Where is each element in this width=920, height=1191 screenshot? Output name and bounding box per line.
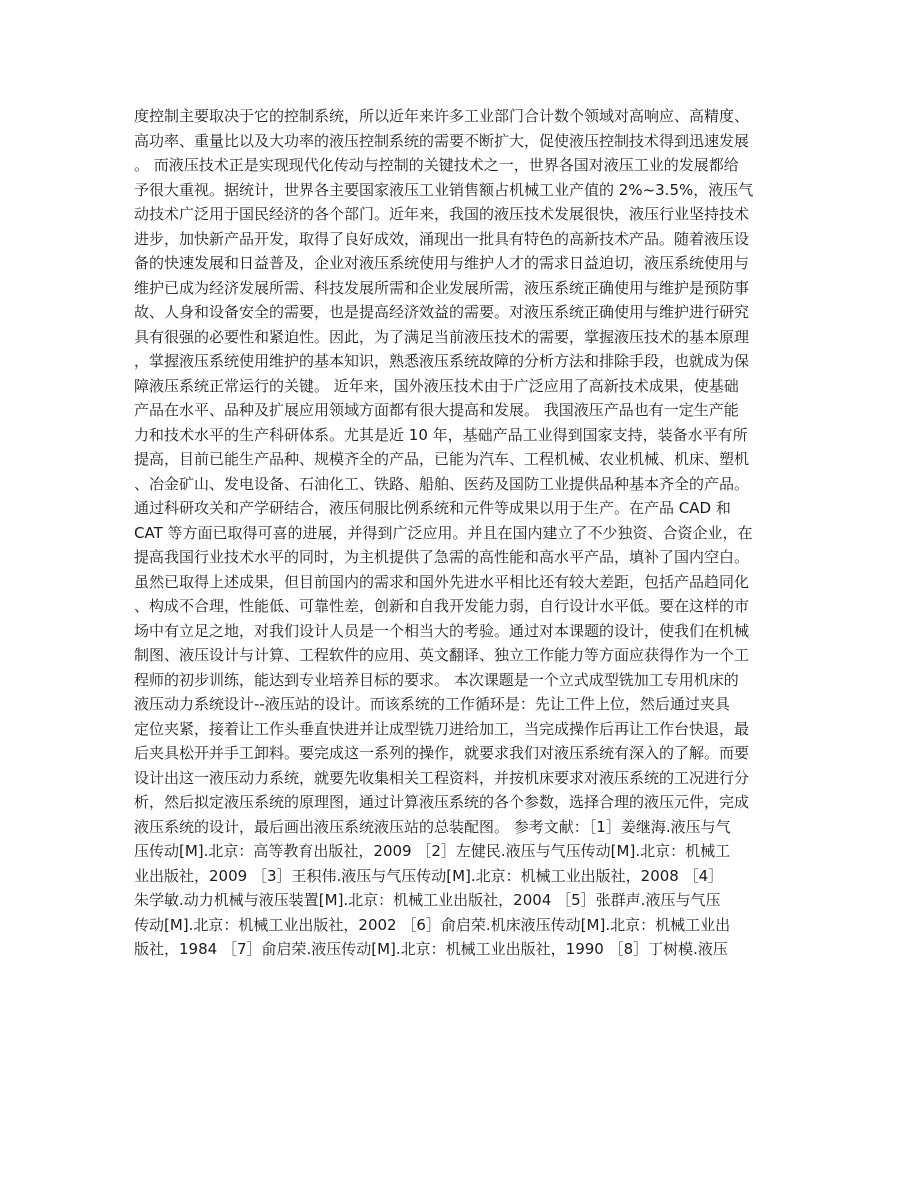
text-line: 业出版社，2009 ［3］王积伟.液压与气压传动[M].北京：机械工业出版社，2008 ［4］ [134,866,724,885]
text-line: 压传动[M].北京：高等教育出版社，2009 ［2］左健民.液压与气压传动[M].北京：机械工 [134,842,731,860]
text-line: 高功率、重量比以及大功率的液压控制系统的需要不断扩大，促使液压控制技术得到迅速发展 [134,131,750,150]
text-line: 析，然后拟定液压系统的原理图，通过计算液压系统的各个参数，选择合理的液压元件，完成 [134,793,750,811]
text-line: CAT 等方面已取得可喜的进展，并得到广泛应用。并且在国内建立了不少独资、合资企业，在 [134,523,753,542]
text-line: 故、人身和设备安全的需要，也是提高经济效益的需要。对液压系统正确使用与维护进行研究 [134,303,750,321]
text-line: 具有很强的必要性和紧迫性。因此，为了满足当前液压技术的需要，掌握液压技术的基本原理 [134,327,750,346]
text-line: 提高我国行业技术水平的同时，为主机提供了急需的高性能和高水平产品，填补了国内空白。 [134,548,750,566]
text-line: 虽然已取得上述成果，但目前国内的需求和国外先进水平相比还有较大差距，包括产品趋同化 [134,572,750,591]
text-line: 液压动力系统设计--液压站的设计。而该系统的工作循环是：先让工件上位，然后通过夹具 [134,695,730,713]
text-line: 。 而液压技术正是实现现代化传动与控制的关键技术之一，世界各国对液压工业的发展都给 [134,156,739,174]
text-line: 传动[M].北京：机械工业出版社，2002 ［6］俞启荣.机床液压传动[M].北京：机械工业出 [134,915,731,934]
text-line: 、构成不合理，性能低、可靠性差，创新和自我开发能力弱，自行设计水平低。要在这样的市 [134,597,750,615]
text-line: 朱学敏.动力机械与液压装置[M].北京：机械工业出版社，2004 ［5］张群声.液压与气压 [134,891,721,909]
text-line: 予很大重视。据统计，世界各主要国家液压工业销售额占机械工业产值的 2%~3.5%，液压气 [134,180,754,199]
text-line: 版社，1984 ［7］俞启荣.液压传动[M].北京：机械工业出版社，1990 ［8］丁树模.液压 [134,940,728,958]
body-text [134,104,794,962]
text-line: 、冶金矿山、发电设备、石油化工、铁路、船舶、医药及国防工业提供品种基本齐全的产品。 [134,474,750,493]
text-line: 通过科研攻关和产学研结合，液压伺服比例系统和元件等成果以用于生产。在产品 CAD 和 [134,499,731,517]
text-line: 维护已成为经济发展所需、科技发展所需和企业发展所需，液压系统正确使用与维护是预防事 [134,278,750,297]
text-line: ，掌握液压系统使用维护的基本知识，熟悉液压系统故障的分析方法和排除手段，也就成为保 [134,352,750,370]
text-line: 动技术广泛用于国民经济的各个部门。近年来，我国的液压技术发展很快，液压行业坚持技术 [134,205,750,223]
text-line: 进步，加快新产品开发，取得了良好成效，涌现出一批具有特色的高新技术产品。随着液压设 [134,229,750,248]
text-line: 定位夹紧，接着让工作头垂直快进并让成型铣刀进给加工，当完成操作后再让工作台快退，最 [134,719,750,738]
text-line: 度控制主要取决于它的控制系统，所以近年来许多工业部门合计数个领域对高响应、高精度、 [134,107,750,125]
text-line: 产品在水平、品种及扩展应用领域方面都有很大提高和发展。 我国液压产品也有一定生产能 [134,401,739,419]
text-line: 障液压系统正常运行的关键。 近年来，国外液压技术由于广泛应用了高新技术成果，使基础 [134,376,739,395]
text-line: 制图、液压设计与计算、工程软件的应用、英文翻译、独立工作能力等方面应获得作为一个工 [134,646,750,664]
text-line: 液压系统的设计，最后画出液压系统液压站的总装配图。 参考文献：［1］姜继海.液压与气 [134,817,731,836]
text-line: 后夹具松开并手工卸料。要完成这一系列的操作，就要求我们对液压系统有深入的了解。而要 [134,744,750,762]
text-line: 提高，目前已能生产品种、规模齐全的产品，已能为汽车、工程机械、农业机械、机床、塑机 [134,450,750,468]
text-line: 程师的初步训练，能达到专业培养目标的要求。 本次课题是一个立式成型铣加工专用机床的 [134,670,739,689]
text-line: 力和技术水平的生产科研体系。尤其是近 10 年，基础产品工业得到国家支持，装备水平有所 [134,425,748,444]
text-line: 备的快速发展和日益普及，企业对液压系统使用与维护人才的需求日益迫切，液压系统使用与 [134,254,750,272]
text-line: 设计出这一液压动力系统，就要先收集相关工程资料，并按机床要求对液压系统的工况进行分 [134,768,750,787]
text-line: 场中有立足之地，对我们设计人员是一个相当大的考验。通过对本课题的设计，使我们在机械 [134,621,750,640]
